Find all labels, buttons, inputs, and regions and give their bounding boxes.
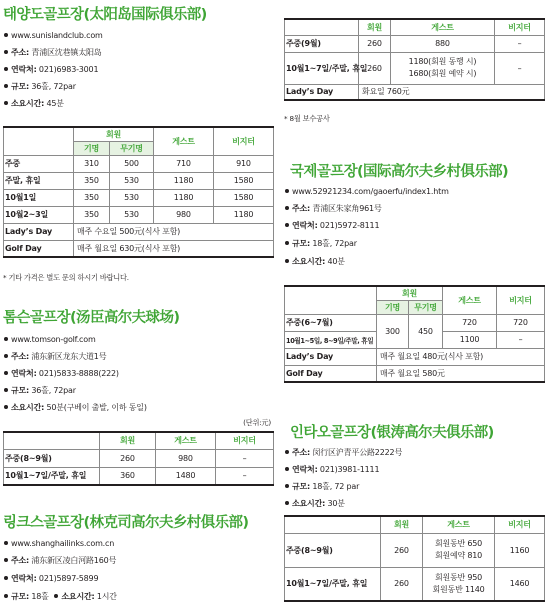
header-member: 회원 <box>377 286 443 300</box>
bullet-icon <box>285 206 289 210</box>
corner-cell <box>285 19 359 35</box>
links-price-table <box>284 18 545 101</box>
header-member: 회원 <box>381 516 423 533</box>
sunisland-phone: 연락처: 021)6983-3001 <box>3 62 98 78</box>
tomson-price-table <box>3 431 274 486</box>
table-row: Lady’s Day 매주 수요일 500元(식사 포함) <box>4 223 274 240</box>
links-title: 링크스골프장(林克司高尔夫乡村俱乐部) <box>3 515 249 531</box>
international-price-table <box>284 285 545 383</box>
international-phone: 연락처: 021)5972-8111 <box>284 218 379 234</box>
header-guest: 게스트 <box>156 432 216 449</box>
header-member: 회원 <box>359 19 391 35</box>
table-row: 주중 310 500 710 910 <box>4 155 274 172</box>
table-row: 10월1일 350 530 1180 1580 <box>4 189 274 206</box>
bullet-icon <box>4 337 8 341</box>
links-phone: 연락처: 021)5897-5899 <box>3 571 98 587</box>
bullet-icon <box>4 371 8 375</box>
header-visitor: 비지터 <box>495 19 545 35</box>
bullet-icon <box>285 189 289 193</box>
bullet-icon <box>4 388 8 392</box>
table-row: 주말, 휴일 350 530 1180 1580 <box>4 172 274 189</box>
table-row: 10월1~7일/주말, 휴일 260 회원동반 950 회원동반 1140 1460 <box>285 567 545 601</box>
bullet-icon <box>4 67 8 71</box>
yintao-price-table <box>284 515 545 602</box>
bullet-icon <box>4 576 8 580</box>
bullet-icon <box>4 84 8 88</box>
yintao-time: 소요시간: 30분 <box>284 496 345 512</box>
tomson-title: 톰슨골프장(汤臣高尔夫球场) <box>3 310 180 326</box>
corner-cell <box>285 286 377 314</box>
header-regular: 기명 <box>377 300 409 314</box>
table-row: Lady’s Day 매주 월요일 480元(식사 포함) <box>285 348 545 365</box>
header-nonregular: 무기명 <box>110 141 154 155</box>
header-nonregular: 무기명 <box>409 300 443 314</box>
bullet-icon <box>4 354 8 358</box>
header-visitor: 비지터 <box>214 127 274 155</box>
header-visitor: 비지터 <box>495 516 545 533</box>
bullet-icon <box>54 594 58 598</box>
yintao-scale: 규모: 18홀, 72 par <box>284 479 359 495</box>
table-row: Golf Day 매주 월요일 630元(식사 포함) <box>4 240 274 257</box>
sunisland-note: * 기타 가격은 별도 문의 하시기 바랍니다. <box>3 273 129 282</box>
bullet-icon <box>285 501 289 505</box>
table-row: Golf Day 매주 월요일 580元 <box>285 365 545 382</box>
international-url[interactable]: www.52921234.com/gaoerfu/index1.htm <box>284 184 449 200</box>
bullet-icon <box>4 558 8 562</box>
yintao-title: 인타오골프장(银涛高尔夫俱乐部) <box>290 425 494 441</box>
tomson-time: 소요시간: 50분(구베이 출발, 이하 동일) <box>3 400 147 416</box>
corner-cell <box>4 127 74 155</box>
header-member: 회원 <box>100 432 156 449</box>
bullet-icon <box>285 484 289 488</box>
links-url[interactable]: www.shanghailinks.com.cn <box>3 536 114 552</box>
table-row: 10월1~5일, 8~9일/주말, 휴일 1100 – <box>285 331 545 348</box>
sunisland-url[interactable]: www.sunislandclub.com <box>3 28 103 44</box>
international-title: 국제골프장(国际高尔夫乡村俱乐部) <box>290 164 509 180</box>
table-row: 주중(8~9월) 260 회원동반 650 회원예약 810 1160 <box>285 533 545 567</box>
bullet-icon <box>285 450 289 454</box>
yintao-address: 주소: 闵行区沪青平公路2222号 <box>284 445 402 461</box>
header-visitor: 비지터 <box>497 286 545 314</box>
sunisland-title: 태양도골프장(太阳岛国际俱乐部) <box>3 7 207 23</box>
tomson-url[interactable]: www.tomson-golf.com <box>3 332 96 348</box>
table-row: 10월2~3일 350 530 980 1180 <box>4 206 274 223</box>
yintao-phone: 연락처: 021)3981-1111 <box>284 462 379 478</box>
sunisland-address: 주소: 青浦区沈巷镇太阳岛 <box>3 45 102 61</box>
bullet-icon <box>285 223 289 227</box>
tomson-address: 주소: 浦东新区龙东大道1号 <box>3 349 107 365</box>
header-regular: 기명 <box>74 141 110 155</box>
bullet-icon <box>4 101 8 105</box>
links-scale-time: 규모: 18홀 소요시간: 1시간 <box>3 589 117 605</box>
header-guest: 게스트 <box>443 286 497 314</box>
bullet-icon <box>285 259 289 263</box>
header-guest: 게스트 <box>391 19 495 35</box>
international-time: 소요시간: 40분 <box>284 254 345 270</box>
table-row: 주중(6~7월) 300 450 720 720 <box>285 314 545 331</box>
table-row: Lady’s Day 화요일 760元 <box>285 84 545 100</box>
table-row: 주중(9월) 260 880 – <box>285 35 545 52</box>
corner-cell <box>285 516 381 533</box>
bullet-icon <box>285 467 289 471</box>
table-row: 10월1~7일/주말, 휴일 260 1180(회원 동행 시) 1680(회원 예약 시) – <box>285 52 545 84</box>
sunisland-time: 소요시간: 45분 <box>3 96 64 112</box>
sunisland-scale: 규모: 36홀, 72par <box>3 79 76 95</box>
bullet-icon <box>285 241 289 245</box>
bullet-icon <box>4 594 8 598</box>
bullet-icon <box>4 50 8 54</box>
tomson-scale: 규모: 36홀, 72par <box>3 383 76 399</box>
header-member: 회원 <box>74 127 154 141</box>
tomson-phone: 연락처: 021)5833-8888(222) <box>3 366 119 382</box>
table-row: 10월1~7일/주말, 휴일 360 1480 – <box>4 467 274 485</box>
corner-cell <box>4 432 100 449</box>
bullet-icon <box>4 405 8 409</box>
international-address: 주소: 青浦区朱家角961号 <box>284 201 382 217</box>
sunisland-price-table <box>3 126 274 258</box>
header-guest: 게스트 <box>423 516 495 533</box>
header-visitor: 비지터 <box>216 432 274 449</box>
bullet-icon <box>4 541 8 545</box>
international-scale: 규모: 18홀, 72par <box>284 236 357 252</box>
table-row: 주중(8~9월) 260 980 – <box>4 449 274 467</box>
links-address: 주소: 浦东新区凌白河路160号 <box>3 553 116 569</box>
tomson-unit: (단위:元) <box>243 418 271 427</box>
links-note: * 8월 보수공사 <box>284 114 330 123</box>
bullet-icon <box>4 33 8 37</box>
header-guest: 게스트 <box>154 127 214 155</box>
